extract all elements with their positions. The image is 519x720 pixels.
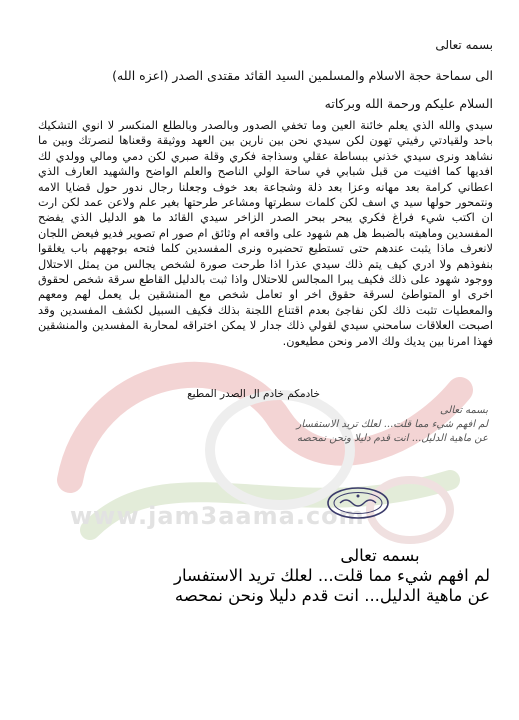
reply-line-2: عن ماهية الدليل... انت قدم دليلا ونحن نمحصه [174,586,490,605]
reply-line-1: لم افهم شيء مما قلت... لعلك تريد الاستفسار [174,566,490,585]
letter-body: سيدي والله الذي يعلم خائنة العين وما تخفي الصدور وبالصدر وبالطلع المنكسر لا انوي التشكيك باحد ولقيادتي رفيتي تهون لكن سيدي نحن بين نارين بين العهد ووثيقة وقعناها لنصرتك وبين ما نشاهد ونرى سيدي خذني ببساطة عقلي وسذاجة فكري وقلة صبري لكن دمي ومالي وولدي لك افديها كما افنيت من قبل شبابي في ساحة الولي الناصح والعلم الواضح والشهيد العارف الذي اعطاني كرامة بعد مهانه وعزا بعد ذلة وشجاعة بعد خوف وجعلنا رجال ندور حول قضايا الامه ونتمحور حولها سيد ي اسف لكن كلمات سطرتها ومشاعر طرحتها بغير علم ولاعن عمد لكن ارت ان اكتب شيء فراغ فكري يبحر ببحر الصدر الزاخر سيدي القائد ما هو الدليل الذي يفضح المفسدين وماهيته بالضبط هل هم شهود على واقعه ام وثائق ام صور ام تصوير فديو فيعض اللجان لانعرف ماذا يثبت عندهم حتى تستطيع تحضيره ونرى المفسدين كلما فتحه بوجههم باب يغلقوا بنفوذهم ولا ادري كيف يتم ذلك سيدي عذرا اذا طرحت صورة لشخص يجالس من يمثل الاحتلال ووجود شهود على ذلك فكيف يبرا المجالس للاحتلال واذا ثبت بالدليل القاطع سرقة شخص لحقوق اخرى او المتواطئ لسرقة حقوق اخر او تعامل شخص مع المنشقين بل يعمل لهم ومعهم والمعطيات تثبت ذلك لكن نفاجئ بعدم اقتناع اللجنة بذلك فكيف السبيل لكشف المفسدين وقد اصبحت العلاقات سامحني سيدي لقولي ذلك جدار لا يمكن اختراقه لمحاربة المفسدين والمنشقين فهذا امرنا بين يديك ولك الامر ونحن مطيعون. [38,119,493,348]
handwritten-line: لم افهم شيء مما قلت... لعلك تريد الاستفسار [296,419,488,430]
typed-reply [150,546,490,606]
letter-address: الى سماحة حجة الاسلام والمسلمين السيد القائد مقتدى الصدر (اعزه الله) [112,68,493,83]
handwritten-line: عن ماهية الدليل... انت قدم دليلا ونحن نمحصه [297,433,488,444]
watermark-url: www.jam3aama.com [70,502,365,530]
stamp-seal [326,486,390,520]
letter-basmala: بسمه تعالى [435,38,493,52]
watermark-graphic [30,330,500,570]
letter-signature: خادمكم خادم ال الصدر المطيع [187,388,320,400]
handwritten-line: بسمه تعالى [439,405,488,416]
handwritten-reply [230,404,488,446]
reply-title: بسمه تعالى [340,546,420,565]
letter-greeting: السلام عليكم ورحمة الله وبركاته [324,96,493,111]
